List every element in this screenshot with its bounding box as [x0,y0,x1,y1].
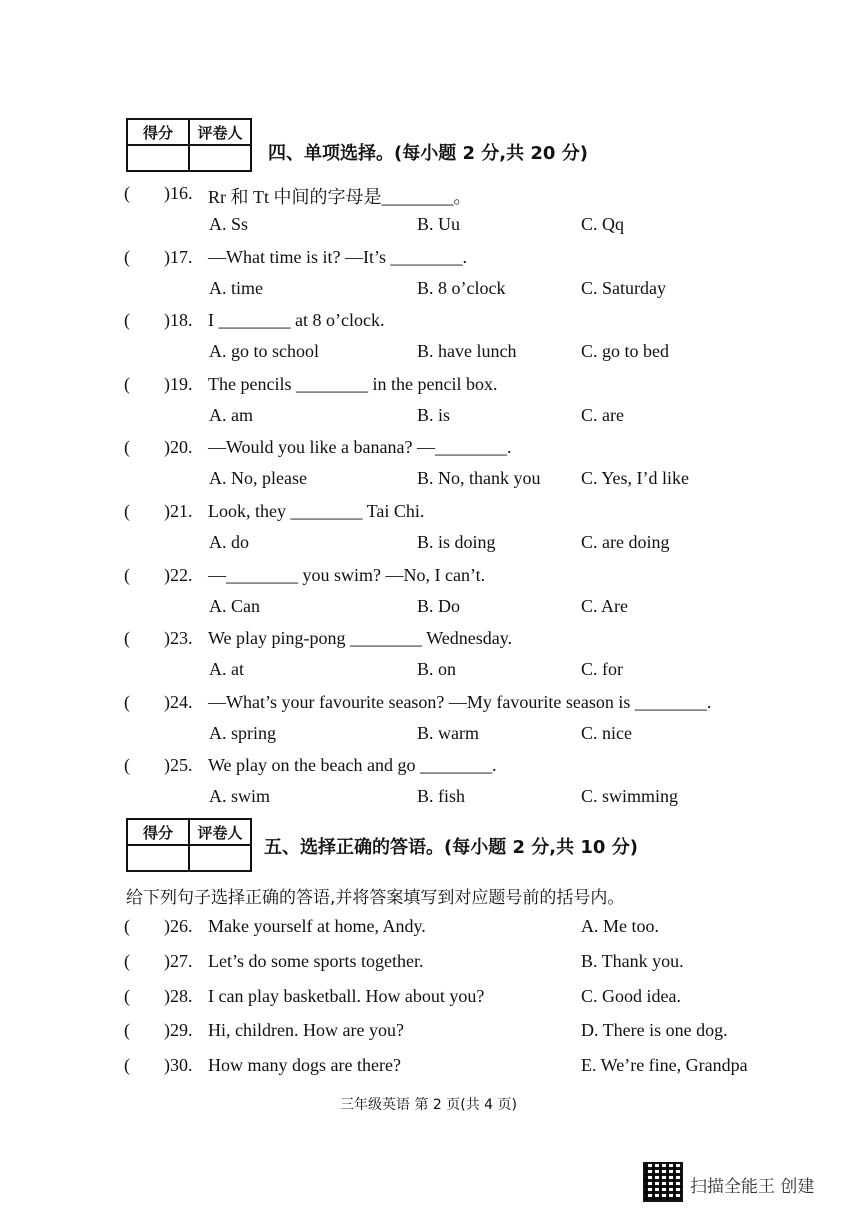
answer-paren[interactable]: ( [124,501,130,521]
answer-option: A. Me too. [581,916,659,936]
answer-paren[interactable]: ( [124,986,130,1006]
option-c: C. nice [581,723,632,743]
score-cell[interactable] [127,845,189,871]
question-text: Let’s do some sports together. [208,951,424,971]
question-text: How many dogs are there? [208,1055,401,1075]
score-box-section4 [126,118,252,172]
answer-paren[interactable]: ( [124,692,130,712]
answer-paren[interactable]: ( [124,1020,130,1040]
option-b: B. warm [417,723,479,743]
answer-paren[interactable]: ( [124,628,130,648]
option-a: A. Can [209,596,260,616]
question-number: )26. [164,916,193,936]
answer-paren[interactable]: ( [124,755,130,775]
option-a: A. am [209,405,253,425]
question-text: I ________ at 8 o’clock. [208,310,385,330]
question-text: —Would you like a banana? —________. [208,437,512,457]
score-label: 得分 [127,119,189,145]
answer-paren[interactable]: ( [124,247,130,267]
option-a: A. go to school [209,341,319,361]
option-c: C. Qq [581,214,625,234]
qr-code-icon [643,1162,683,1202]
score-box-section5 [126,818,252,872]
question-number: )30. [164,1055,193,1075]
option-c: C. are doing [581,532,670,552]
grader-label: 评卷人 [189,119,251,145]
question-text: Make yourself at home, Andy. [208,916,426,936]
question-number: )21. [164,501,193,521]
question-number: )16. [164,183,193,203]
answer-paren[interactable]: ( [124,374,130,394]
question-number: )18. [164,310,193,330]
grader-cell[interactable] [189,145,251,171]
question-text: —What time is it? —It’s ________. [208,247,467,267]
option-b: B. on [417,659,457,679]
option-a: A. No, please [209,468,307,488]
score-label: 得分 [127,819,189,845]
section5-instruction: 给下列句子选择正确的答语,并将答案填写到对应题号前的括号内。 [126,888,625,908]
option-b: B. 8 o’clock [417,278,506,298]
question-number: )28. [164,986,193,1006]
question-text: I can play basketball. How about you? [208,986,485,1006]
question-number: )24. [164,692,193,712]
question-number: )29. [164,1020,193,1040]
score-cell[interactable] [127,145,189,171]
option-a: A. do [209,532,249,552]
option-c: C. swimming [581,786,679,806]
question-number: )19. [164,374,193,394]
option-c: C. are [581,405,624,425]
question-number: )23. [164,628,193,648]
option-a: A. spring [209,723,276,743]
answer-paren[interactable]: ( [124,916,130,936]
option-a: A. swim [209,786,271,806]
option-c: C. Yes, I’d like [581,468,690,488]
answer-paren[interactable]: ( [124,437,130,457]
question-number: )27. [164,951,193,971]
option-c: C. Are [581,596,628,616]
option-c: C. Saturday [581,278,666,298]
option-a: A. at [209,659,244,679]
question-text: —________ you swim? —No, I can’t. [208,565,486,585]
answer-option: E. We’re fine, Grandpa [581,1055,748,1075]
answer-paren[interactable]: ( [124,310,130,330]
option-b: B. Uu [417,214,461,234]
question-text: The pencils ________ in the pencil box. [208,374,498,394]
answer-paren[interactable]: ( [124,183,130,203]
question-text: We play ping-pong ________ Wednesday. [208,628,513,648]
option-a: A. time [209,278,263,298]
answer-option: B. Thank you. [581,951,684,971]
question-text: Hi, children. How are you? [208,1020,404,1040]
question-text: Rr 和 Tt 中间的字母是________。 [208,187,472,207]
answer-paren[interactable]: ( [124,565,130,585]
answer-option: D. There is one dog. [581,1020,728,1040]
question-number: )20. [164,437,193,457]
option-c: C. for [581,659,623,679]
grader-label: 评卷人 [189,819,251,845]
section5-title: 五、选择正确的答语。(每小题 2 分,共 10 分) [264,837,638,858]
page-footer: 三年级英语 第 2 页(共 4 页) [340,1097,517,1113]
option-b: B. is doing [417,532,496,552]
option-b: B. have lunch [417,341,517,361]
answer-option: C. Good idea. [581,986,681,1006]
section4-title: 四、单项选择。(每小题 2 分,共 20 分) [268,143,588,164]
option-b: B. is [417,405,451,425]
question-number: )25. [164,755,193,775]
watermark-text: 扫描全能王 创建 [690,1177,815,1197]
question-text: —What’s your favourite season? —My favourite season is ________. [208,692,712,712]
option-b: B. fish [417,786,466,806]
question-number: )22. [164,565,193,585]
question-text: Look, they ________ Tai Chi. [208,501,425,521]
answer-paren[interactable]: ( [124,1055,130,1075]
option-b: B. No, thank you [417,468,541,488]
question-text: We play on the beach and go ________. [208,755,497,775]
answer-paren[interactable]: ( [124,951,130,971]
option-c: C. go to bed [581,341,669,361]
question-number: )17. [164,247,193,267]
option-b: B. Do [417,596,461,616]
grader-cell[interactable] [189,845,251,871]
option-a: A. Ss [209,214,249,234]
